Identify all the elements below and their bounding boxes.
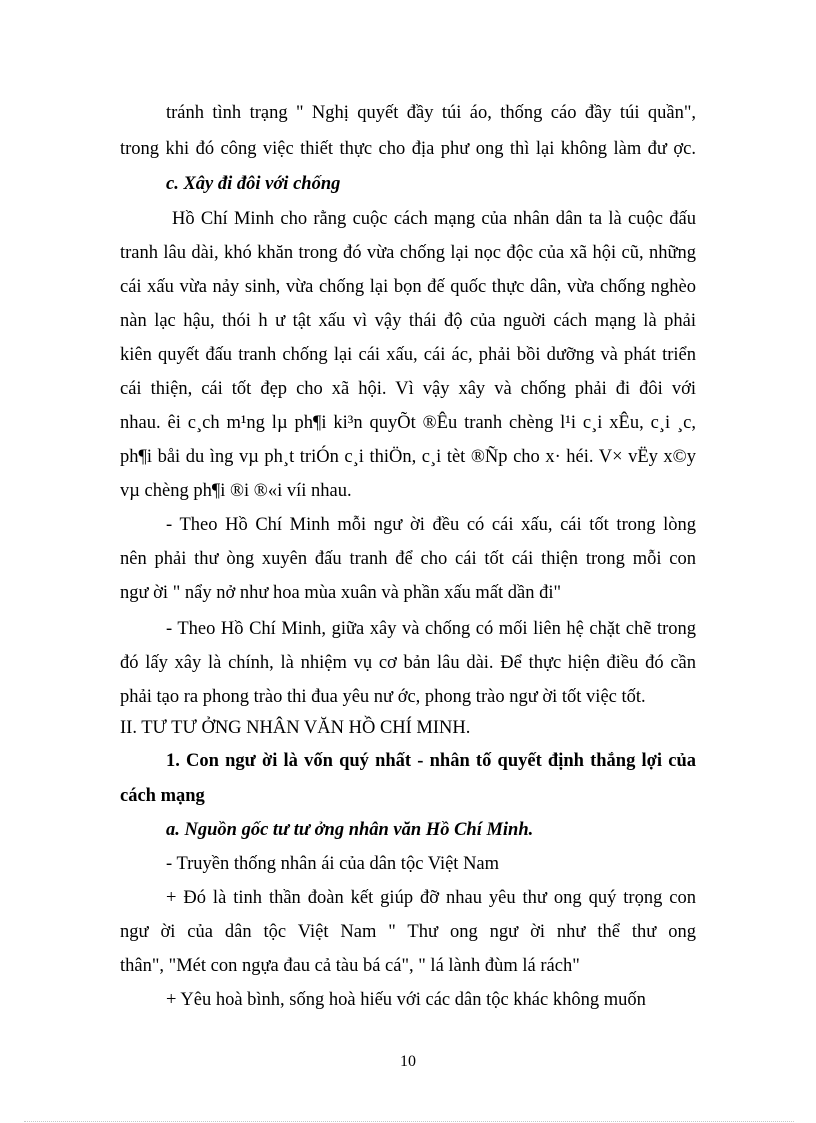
body-line: phải tạo ra phong trào thi đua yêu nư ớc, phong trào ngư ời tốt việc tốt. (120, 687, 646, 707)
garbled-body-line: vµ chèng ph¶i ®i ®«i víi nhau. (120, 481, 352, 501)
page-bottom-divider (24, 1121, 794, 1122)
page-number: 10 (400, 1053, 416, 1070)
list-item: - Truyền thống nhân ái của dân tộc Việt Nam (166, 854, 500, 874)
body-line: thân", "Mét con ngựa đau cả tàu bá cá", " lá lành đùm lá rách" (120, 956, 580, 976)
body-line: tranh lâu dài, khó khăn trong đó vừa chống lại nọc độc của xã hội cũ, những (120, 243, 696, 263)
body-line: tránh tình trạng " Nghị quyết đầy túi áo, thống cáo đầy túi quần", (166, 103, 696, 123)
body-line: - Theo Hồ Chí Minh, giữa xây và chống có mối liên hệ chặt chẽ trong (166, 619, 696, 639)
body-line: kiên quyết đấu tranh chống lại cái xấu, cái ác, phải bồi dưỡng và phát triển (120, 345, 696, 365)
body-line: nên phải thư òng xuyên đấu tranh để cho cái tốt cái thiện trong mỗi con (120, 549, 696, 569)
body-line: Hồ Chí Minh cho rằng cuộc cách mạng của nhân dân ta là cuộc đấu (172, 209, 696, 229)
subsection-heading-cont: cách mạng (120, 786, 205, 806)
list-item: + Đó là tinh thần đoàn kết giúp đỡ nhau yêu thư ong quý trọng con (166, 888, 696, 908)
body-line: ngư ời của dân tộc Việt Nam " Thư ong ngư ời như thể thư ong (120, 922, 696, 942)
body-line: cái xấu vừa nảy sinh, vừa chống lại bọn đế quốc thực dân, vừa chống nghèo (120, 277, 696, 297)
body-line: trong khi đó công việc thiết thực cho địa phư ong thì lại không làm đư ợc. (120, 139, 696, 159)
subsection-heading: 1. Con ngư ời là vốn quý nhất - nhân tố quyết định thắng lợi của (166, 751, 696, 771)
section-heading-c: c. Xây đi đôi với chống (166, 174, 341, 194)
body-line: - Theo Hồ Chí Minh mỗi ngư ời đều có cái xấu, cái tốt trong lòng (166, 515, 696, 535)
body-line: đó lấy xây là chính, là nhiệm vụ cơ bản lâu dài. Để thực hiện điều đó cần (120, 653, 696, 673)
garbled-body-line: nhau. êi c¸ch m¹ng lµ ph¶i ki³n quyÕt ®Êu tranh chèng l¹i c¸i xÊu, c¸i ¸c, (120, 413, 696, 433)
garbled-body-line: ph¶i båi du ìng vµ ph¸t triÓn c¸i thiÖn, c¸i tèt ®Ñp cho x· héi. V× vËy x©y (120, 447, 696, 467)
section-heading-a: a. Nguồn gốc tư tư ởng nhân văn Hồ Chí Minh. (166, 820, 534, 840)
body-line: cái thiện, cái tốt đẹp cho xã hội. Vì vậy xây và chống phải đi đôi với (120, 379, 696, 399)
body-line: nàn lạc hậu, thói h ư tật xấu vì vậy thái độ của nguời cách mạng là phải (120, 311, 696, 331)
list-item: + Yêu hoà bình, sống hoà hiếu với các dân tộc khác không muốn (166, 990, 646, 1010)
body-line: ngư ời " nẩy nở như hoa mùa xuân và phần xấu mất dần đi" (120, 583, 562, 603)
chapter-heading: II. TƯ TƯ ỞNG NHÂN VĂN HỒ CHÍ MINH. (120, 718, 471, 738)
